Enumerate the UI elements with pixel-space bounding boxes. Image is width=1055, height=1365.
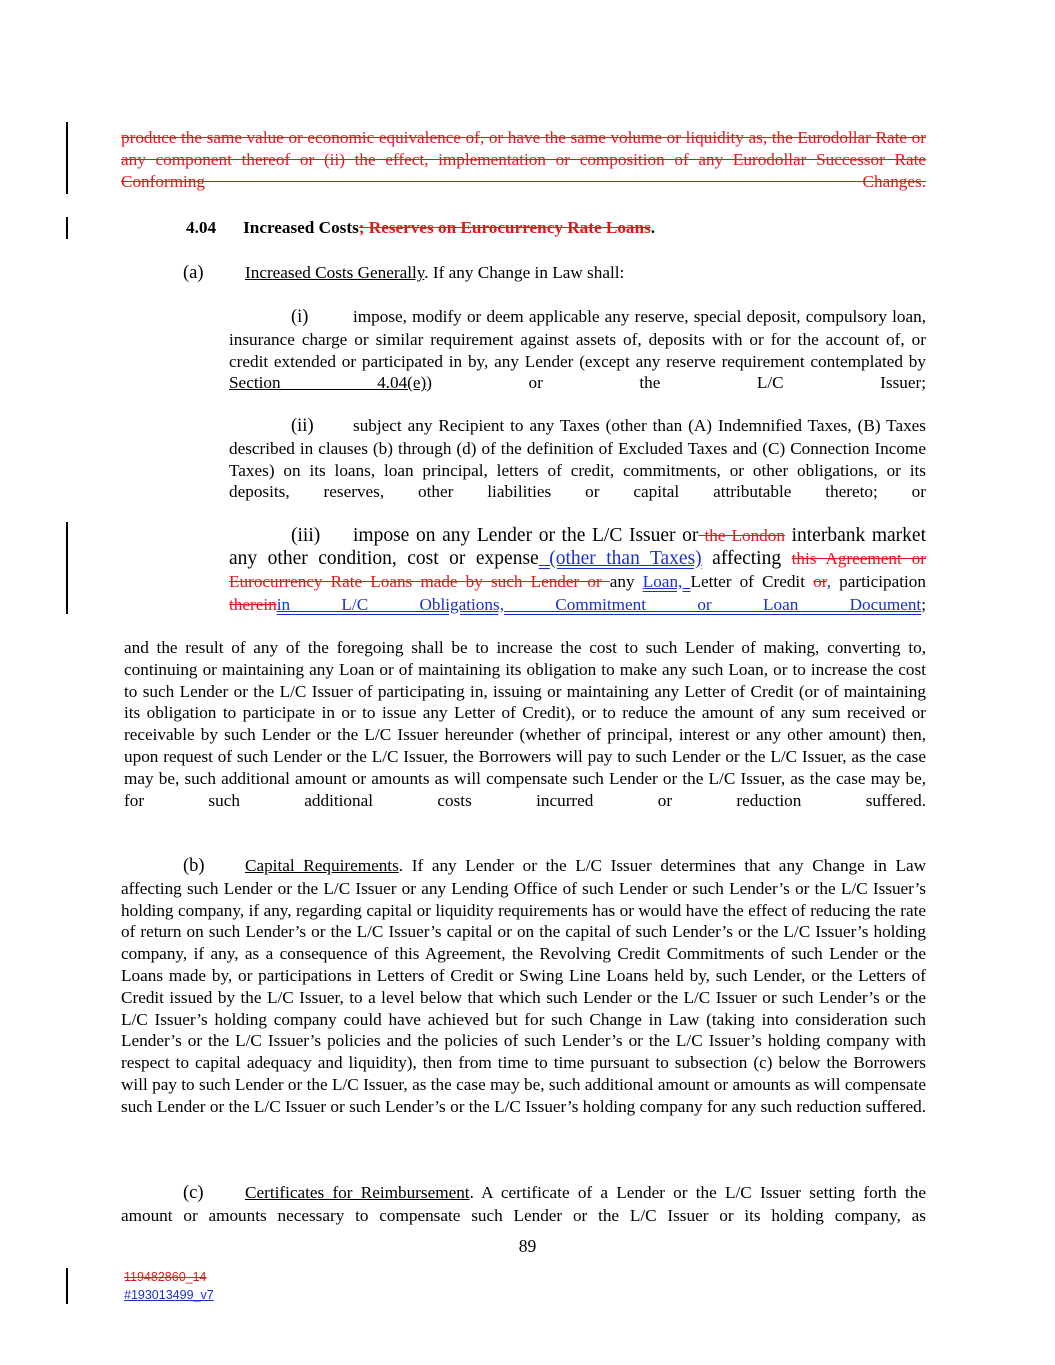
section-title: Increased Costs <box>243 218 359 237</box>
deleted-text: produce the same value or economic equivalence of, or have the same volume or liquidity as, the Eurodollar Rate or any component thereof or (ii) the effect, implementation or composition of any Eurodollar Successor Rate Conforming Changes. <box>121 128 926 191</box>
subsection-title: Capital Requirements <box>245 856 399 875</box>
footer-new-doc-id: #193013499_v7 <box>124 1288 214 1302</box>
page-number: 89 <box>518 1236 537 1256</box>
clause-label: (i) <box>291 307 309 327</box>
subsection-c: (c) Certificates for Reimbursement. A certificate of a Lender or the L/C Issuer setting forth the amount or amounts necessary to compensate such Lender or the L/C Issuer or its holding company, as <box>121 1183 926 1225</box>
subsection-a-heading: (a) Increased Costs Generally. If any Change in Law shall: <box>183 263 625 283</box>
clause-label: (ii) <box>291 416 314 436</box>
subsection-b: (b) Capital Requirements. If any Lender or the L/C Issuer determines that any Change in Law affecting such Lender or the L/C Issuer or any Lending Office of such Lender or such Lender’s or the L/C Issuer’s holding company, if any, regarding capital or liquidity requirements has or would have the effect of reducing the rate of return on such Lender’s or the L/C Issuer’s capital or on the capital of such Lender’s or the L/C Issuer’s holding company, if any, as a consequence of this Agreement, the Revolving Credit Commitments of such Lender or the Loans made by, or participations in Letters of Credit or Swing Line Loans held by, such Lender, or the Letters of Credit issued by the L/C Issuer, to a level below that which such Lender or the L/C Issuer or such Lender’s or the L/C Issuer’s holding company could have achieved but for such Change in Law (taking into consideration such Lender’s or the L/C Issuer’s policies and the policies of such Lender’s or the L/C Issuer’s holding company with respect to capital adequacy and liquidity), then from time to time pursuant to subsection (c) below the Borrowers will pay to such Lender or the L/C Issuer, as the case may be, such additional amount or amounts as will compensate such Lender or the L/C Issuer or such Lender’s or the L/C Issuer’s holding company for any such reduction suffered. <box>121 856 927 1116</box>
deleted-title-suffix: ; Reserves on Eurocurrency Rate Loans <box>358 218 651 237</box>
footer-old-doc-id: 119482860_14 <box>124 1270 207 1284</box>
change-bar <box>66 522 68 614</box>
deleted-intro-paragraph <box>121 127 926 214</box>
clause-label: (iii) <box>291 525 321 546</box>
clause-i: (i) impose, modify or deem applicable any reserve, special deposit, compulsory loan, insurance charge or similar requirement against assets of, deposits with or for the account of, or credit extended or participated in by, any Lender (except any reserve requirement contemplated by Section 4.04(e)) or the L/C Issuer; <box>229 307 926 393</box>
clause-ii: (ii) subject any Recipient to any Taxes (other than (A) Indemnified Taxes, (B) Taxes described in clauses (b) through (d) of the definition of Excluded Taxes and (C) Connection Income Taxes) on its loans, loan principal, letters of credit, commitments, or other obligations, or its deposits, reserves, other liabilities or capital attributable thereto; or <box>229 416 926 502</box>
subsection-label: (c) <box>183 1183 204 1203</box>
subsection-title: Certificates for Reimbursement <box>245 1183 470 1202</box>
subsection-label: (a) <box>183 263 204 283</box>
section-number: 4.04 <box>186 218 217 237</box>
change-bar <box>66 217 68 239</box>
section-heading: 4.04 Increased Costs; Reserves on Eurocurrency Rate Loans. <box>186 218 656 237</box>
subsection-label: (b) <box>183 856 205 876</box>
change-bar <box>66 1268 68 1304</box>
result-paragraph: and the result of any of the foregoing shall be to increase the cost to such Lender of making, converting to, continuing or maintaining any Loan or of maintaining its obligation to make any such Loan, or to increase the cost to such Lender or the L/C Issuer of participating in, issuing or maintaining any Letter of Credit (or of maintaining its obligation to participate in or to issue any Letter of Credit), or to reduce the amount of any sum received or receivable by such Lender or the L/C Issuer hereunder (whether of principal, interest or any other amount) then, upon request of such Lender or the L/C Issuer, the Borrowers will pay to such Lender or the L/C Issuer, as the case may be, such additional amount or amounts as will compensate such Lender or the L/C Issuer, as the case may be, for such additional costs incurred or reduction suffered. <box>124 638 926 810</box>
change-bar <box>66 122 68 194</box>
section-reference: Section 4.04(e) <box>229 373 427 393</box>
subsection-title: Increased Costs Generally <box>245 263 425 282</box>
clause-iii: (iii) impose on any Lender or the L/C Issuer or the London interbank market any other condition, cost or expense (other than Taxes) affecting this Agreement or Eurocurrency Rate Loans made by such Lender or any Loan, Letter of Credit or, participation thereinin L/C Obligations, Commitment or Loan Document; <box>229 525 926 614</box>
